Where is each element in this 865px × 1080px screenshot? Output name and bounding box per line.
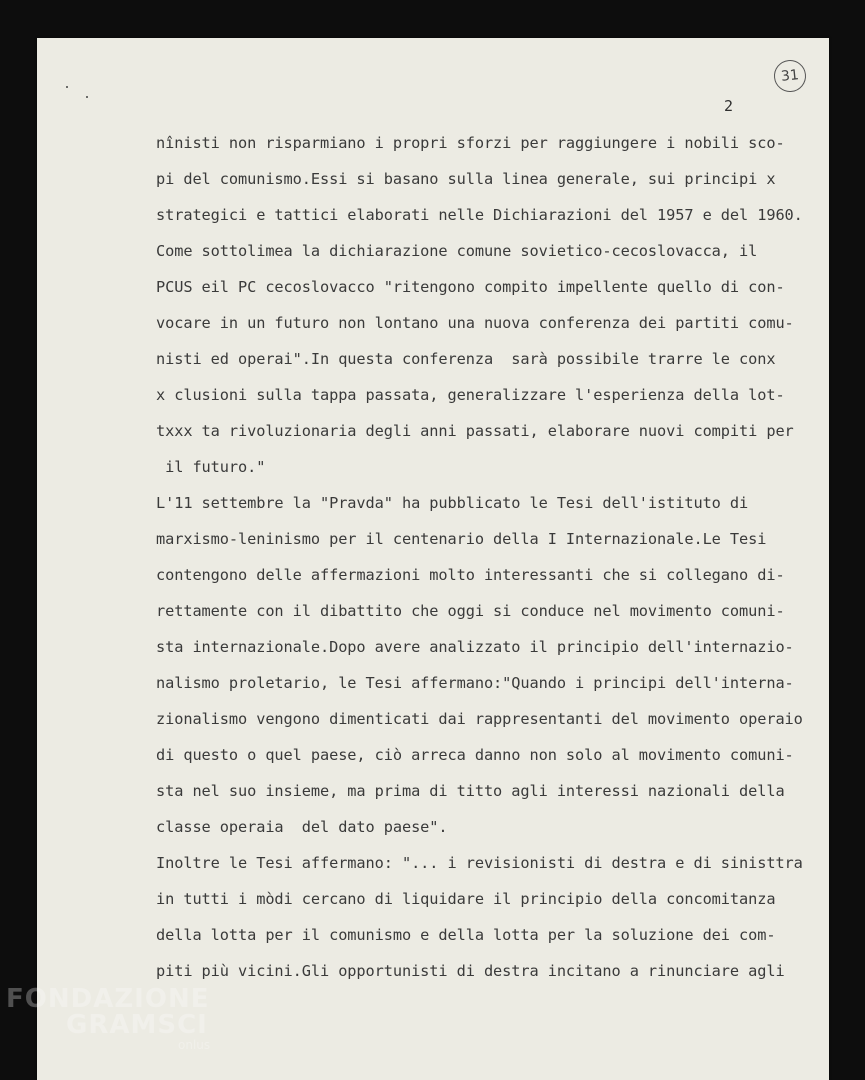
speck [86,96,88,98]
logo-line-2: GRAMSCI [66,1010,208,1040]
text-line: contengono delle affermazioni molto interessanti che si collegano di- [156,566,785,584]
text-line: Come sottolimea la dichiarazione comune sovietico-cecoslovacca, il [156,242,758,260]
text-line: sta nel suo insieme, ma prima di titto agli interessi nazionali della [156,782,785,800]
text-line: piti più vicini.Gli opportunisti di destra incitano a rinunciare agli [156,962,785,980]
text-line: pi del comunismo.Essi si basano sulla linea generale, sui principi x [156,170,776,188]
text-line: x clusioni sulla tappa passata, generalizzare l'esperienza della lot- [156,386,785,404]
text-line: in tutti i mòdi cercano di liquidare il principio della concomitanza [156,890,776,908]
text-line: il futuro." [156,458,266,476]
text-line: nisti ed operai".In questa conferenza sarà possibile trarre le conx [156,350,776,368]
speck [66,86,68,88]
fondazione-gramsci-logo [6,984,210,1052]
document-page [37,38,829,1080]
archive-stamp: 31 [772,58,807,93]
text-line: vocare in un futuro non lontano una nuova conferenza dei partiti comu- [156,314,794,332]
text-line: txxx ta rivoluzionaria degli anni passati, elaborare nuovi compiti per [156,422,794,440]
text-line: L'11 settembre la "Pravda" ha pubblicato le Tesi dell'istituto di [156,494,749,512]
text-line: rettamente con il dibattito che oggi si conduce nel movimento comuni- [156,602,785,620]
text-line: strategici e tattici elaborati nelle Dichiarazioni del 1957 e del 1960. [156,206,803,224]
text-line: sta internazionale.Dopo avere analizzato il principio dell'internazio- [156,638,794,656]
logo-line-1: FONDAZIONE [6,984,210,1014]
text-line: della lotta per il comunismo e della lotta per la soluzione dei com- [156,926,776,944]
text-line: Inoltre le Tesi affermano: "... i revisionisti di destra e di sinisttra [156,854,803,872]
text-line: nalismo proletario, le Tesi affermano:"Quando i principi dell'interna- [156,674,794,692]
text-line: classe operaia del dato paese". [156,818,448,836]
logo-line-3: onlus [178,1038,211,1052]
text-line: marxismo-leninismo per il centenario della I Internazionale.Le Tesi [156,530,767,548]
text-line: PCUS eil PC cecoslovacco "ritengono compito impellente quello di con- [156,278,785,296]
text-line: nînisti non risparmiano i propri sforzi per raggiungere i nobili sco- [156,134,785,152]
text-line: zionalismo vengono dimenticati dai rappresentanti del movimento operaio [156,710,803,728]
page-number: 2 [724,97,734,115]
text-line: di questo o quel paese, ciò arreca danno non solo al movimento comuni- [156,746,794,764]
